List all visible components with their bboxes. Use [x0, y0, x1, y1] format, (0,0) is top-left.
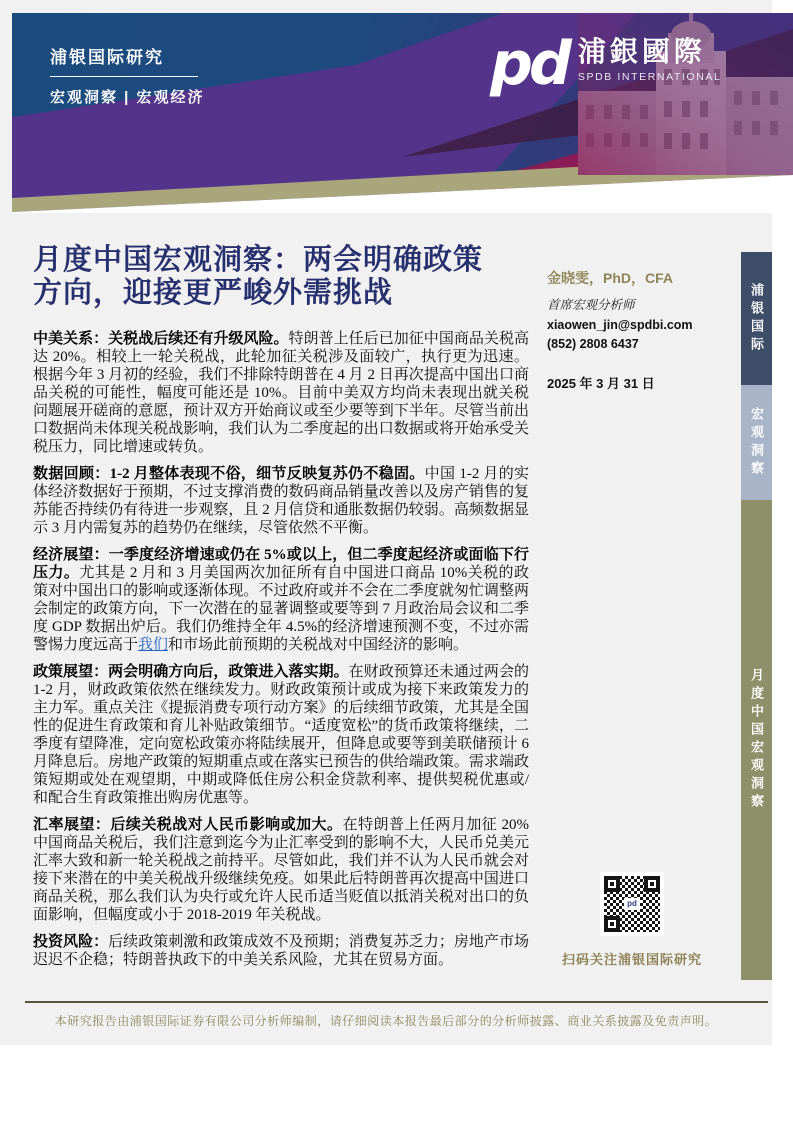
- paragraph-lead: 政策展望：两会明确方向后，政策进入落实期。: [33, 664, 349, 680]
- paragraph-lead: 经济展望：一季度经济增速或仍在 5%或以上，但二季度起经济或面临下行压力。: [33, 547, 529, 581]
- footer-divider: [25, 1001, 768, 1003]
- paragraph-lead: 中美关系：关税战后续还有升级风险。: [33, 331, 289, 347]
- logo-name-en: SPDB INTERNATIONAL: [577, 71, 722, 83]
- paragraph-economy-outlook: [33, 546, 529, 654]
- report-date: 2025 年 3 月 31 日: [547, 376, 655, 391]
- paragraph-body: 在特朗普上任两月加征 20%中国商品关税后，我们注意到迄今为止汇率受到的影响不大，人民币兑美元汇率大致和新一轮关税战之前持平。尽管如此，我们并不认为人民币就会对接下来潜在的中美关税战升级继续免疫。如果此后特朗普再次提高中国进口商品关税，那么我们认为央行或允许人民币适当贬值以抵消关税对出口的负面影响，但幅度或小于 2018-2019 年关税战。: [33, 817, 529, 923]
- page-title: [33, 244, 529, 310]
- paragraph-policy-outlook: [33, 663, 529, 807]
- org-title: 浦银国际研究: [50, 48, 164, 67]
- paragraph-body: 后续政策刺激和政策成效不及预期；消费复苏乏力；房地产市场迟迟不企稳；特朗普执政下的中美关系风险，尤其在贸易方面。: [33, 934, 529, 968]
- analyst-name: 金晓雯，PhD，CFA: [547, 270, 673, 286]
- header-banner: [12, 13, 793, 213]
- paragraph-data-review: [33, 465, 529, 537]
- we-hyperlink[interactable]: 我们: [138, 637, 169, 653]
- paragraph-fx-outlook: [33, 816, 529, 924]
- analyst-phone: (852) 2808 6437: [547, 337, 639, 351]
- qr-caption: 扫码关注浦银国际研究: [561, 952, 702, 967]
- paragraph-investment-risk: [33, 933, 529, 969]
- analyst-block: [547, 268, 727, 392]
- spdb-logo: [490, 29, 722, 99]
- qr-center-logo-icon: pd: [624, 898, 640, 910]
- paragraph-body: 特朗普上任后已加征中国商品关税高达 20%。相较上一轮关税战，此轮加征关税涉及面较广，执行更为迅速。根据今年 3 月初的经验，我们不排除特朗普在 4 月 2 日再次提高中国出口商品关税的可能性，幅度可能还是 10%。目前中美双方均尚未表现出就关税问题展开磋商的意愿，预计双方开始商议或至少要等到下半年。尽管当前出口数据尚未体现关税战影响，我们认为二季度起的出口数据或将开始承受关税压力，同比增速或转负。: [33, 331, 529, 455]
- analyst-email: xiaowen_jin@spdbi.com: [547, 318, 693, 332]
- banner-left-block: [50, 43, 205, 107]
- report-channel: 宏观洞察 | 宏观经济: [50, 89, 205, 106]
- page-title-line2: 方向，迎接更严峻外需挑战: [33, 277, 394, 309]
- main-column: [33, 244, 529, 969]
- paragraph-body: 在财政预算还未通过两会的 1-2 月，财政政策依然在继续发力。财政政策预计或成为接下来政策发力的主力军。重点关注《提振消费专项行动方案》的后续细节政策，尤其是全国性的促进生育政策和育儿补贴政策细节。“适度宽松”的货币政策将继续，二季度有望降准，定向宽松政策亦将陆续展开，但降息或要等到美联储预计 6 月降息后。房地产政策的短期重点或在落实已预告的供给端政策。需求端政策短期或处在观望期，中期或降低住房公积金贷款利率、提供契税优惠或/和配合生育政策推出购房优惠等。: [33, 664, 529, 806]
- org-title-underline: [50, 76, 198, 77]
- qr-block: [547, 872, 717, 968]
- side-tab-macro-insight: 宏观洞察: [741, 385, 772, 500]
- paragraph-body: 尤其是 2 月和 3 月美国两次加征所有自中国进口商品 10%关税的政策对中国出口的影响或逐渐体现。不过政府或并不会在二季度就匆忙调整两会制定的政策方向，下一次潜在的显著调整或要等到 7 月政治局会议和二季度 GDP 数据出炉后。我们仍维持全年 4.5%的经济增速预测不变，不过亦需警惕力度远高于: [33, 565, 529, 653]
- qr-finder-icon: [604, 916, 620, 932]
- qr-finder-icon: [604, 876, 620, 892]
- side-tab-spdbi: 浦银国际: [741, 252, 772, 385]
- analyst-role: 首席宏观分析师: [547, 298, 635, 312]
- qr-finder-icon: [644, 876, 660, 892]
- qr-code: [600, 872, 664, 936]
- paragraph-us-china: [33, 330, 529, 456]
- paragraph-lead: 投资风险：: [33, 934, 109, 950]
- paragraph-body-after-link: 和市场此前预期的关税战对中国经济的影响。: [168, 637, 469, 653]
- page-title-line1: 月度中国宏观洞察：两会明确政策: [33, 244, 484, 276]
- logo-name-cn: 浦銀國際: [577, 36, 706, 67]
- footer-disclaimer: 本研究报告由浦银国际证券有限公司分析师编制，请仔细阅读本报告最后部分的分析师披露、商业关系披露及免责声明。: [54, 1014, 718, 1028]
- spdb-logo-icon: pd: [490, 29, 568, 99]
- side-tab-monthly-china-macro: 月度中国宏观洞察: [741, 500, 772, 980]
- paragraph-body: 中国 1-2 月的实体经济数据好于预期，不过支撑消费的数码商品销量改善以及房产销售的复苏能否持续仍有待进一步观察，且 2 月信贷和通胀数据仍较弱。高频数据显示 3 月内需复苏的趋势仍在继续，尽管依然不平衡。: [33, 466, 530, 536]
- paragraph-lead: 汇率展望：后续关税战对人民币影响或加大。: [33, 817, 343, 833]
- paragraph-lead: 数据回顾：1-2 月整体表现不俗，细节反映复苏仍不稳固。: [33, 466, 425, 482]
